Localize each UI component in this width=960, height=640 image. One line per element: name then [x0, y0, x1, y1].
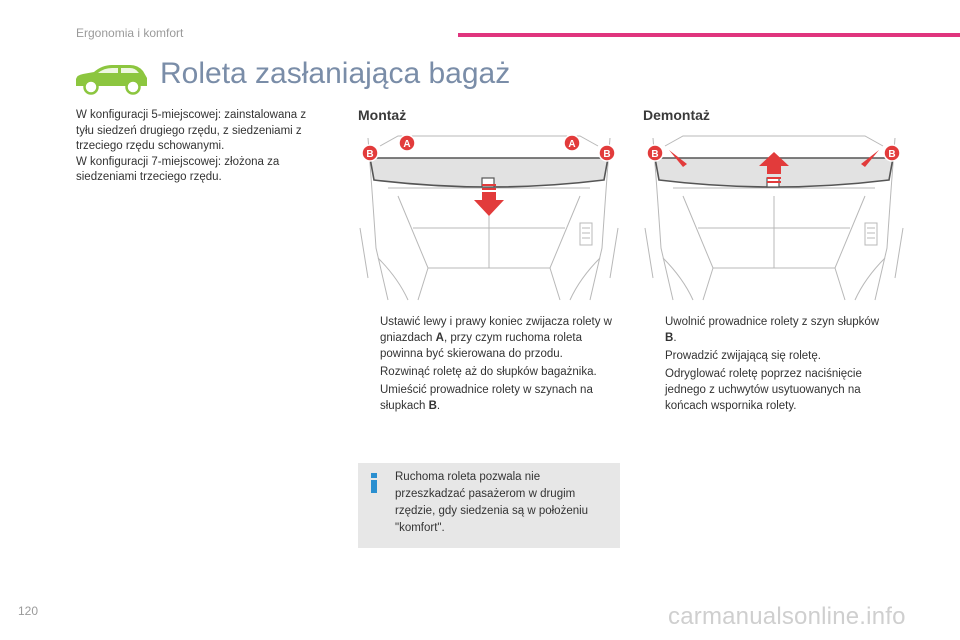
list-item: Ustawić lewy i prawy koniec zwijacza rolety w gniazdach A, przy czym ruchoma roleta powinna być skierowana do przodu.: [380, 316, 612, 360]
svg-text:B: B: [888, 149, 896, 160]
demontaz-heading: Demontaż: [643, 107, 710, 123]
list-item: Uwolnić prowadnice rolety z szyn słupków B.: [665, 316, 880, 344]
marker-b-left: [647, 145, 663, 161]
info-box: [358, 463, 620, 548]
marker-a-right: [564, 135, 580, 151]
intro-text: [76, 108, 326, 186]
page-title: Roleta zasłaniająca bagaż: [160, 57, 511, 90]
section-label: Ergonomia i komfort: [76, 26, 184, 40]
demontaz-steps: [643, 314, 888, 416]
info-icon: [368, 473, 380, 493]
marker-b-right: [884, 145, 900, 161]
info-text: Ruchoma roleta pozwala nie przeszkadzać pasażerom w drugim rzędzie, gdy siedzenia są w położeniu "komfort".: [395, 471, 589, 534]
list-item: Odryglować roletę poprzez naciśnięcie jednego z uchwytów usytuowanych na końcach wspornika rolety.: [665, 368, 862, 412]
montaz-illustration: [358, 128, 620, 308]
intro-paragraph-7-seat: W konfiguracji 7-miejscowej: złożona za siedzeniami trzeciego rzędu.: [76, 155, 280, 183]
list-item: Rozwinąć roletę aż do słupków bagażnika.: [380, 366, 597, 378]
svg-text:B: B: [651, 149, 659, 160]
header-accent-bar: [458, 33, 960, 37]
car-icon: [72, 62, 150, 96]
svg-text:B: B: [366, 149, 374, 160]
marker-b-right: [599, 145, 615, 161]
intro-paragraph-5-seat: W konfiguracji 5-miejscowej: zainstalowana z tyłu siedzeń drugiego rzędu, z siedzeniami z trzeciego rzędu schowanymi.: [76, 109, 307, 152]
svg-text:B: B: [603, 149, 611, 160]
list-item: Umieścić prowadnice rolety w szynach na słupkach B.: [380, 384, 593, 412]
svg-text:A: A: [568, 139, 576, 150]
marker-a-left: [399, 135, 415, 151]
list-item: Prowadzić zwijającą się roletę.: [665, 350, 821, 362]
page-number: 120: [18, 604, 39, 618]
svg-text:A: A: [403, 139, 411, 150]
marker-b-left: [362, 145, 378, 161]
montaz-steps: [358, 314, 620, 416]
watermark: carmanualsonline.info: [668, 603, 906, 630]
montaz-heading: Montaż: [358, 107, 407, 123]
demontaz-illustration: [643, 128, 905, 308]
